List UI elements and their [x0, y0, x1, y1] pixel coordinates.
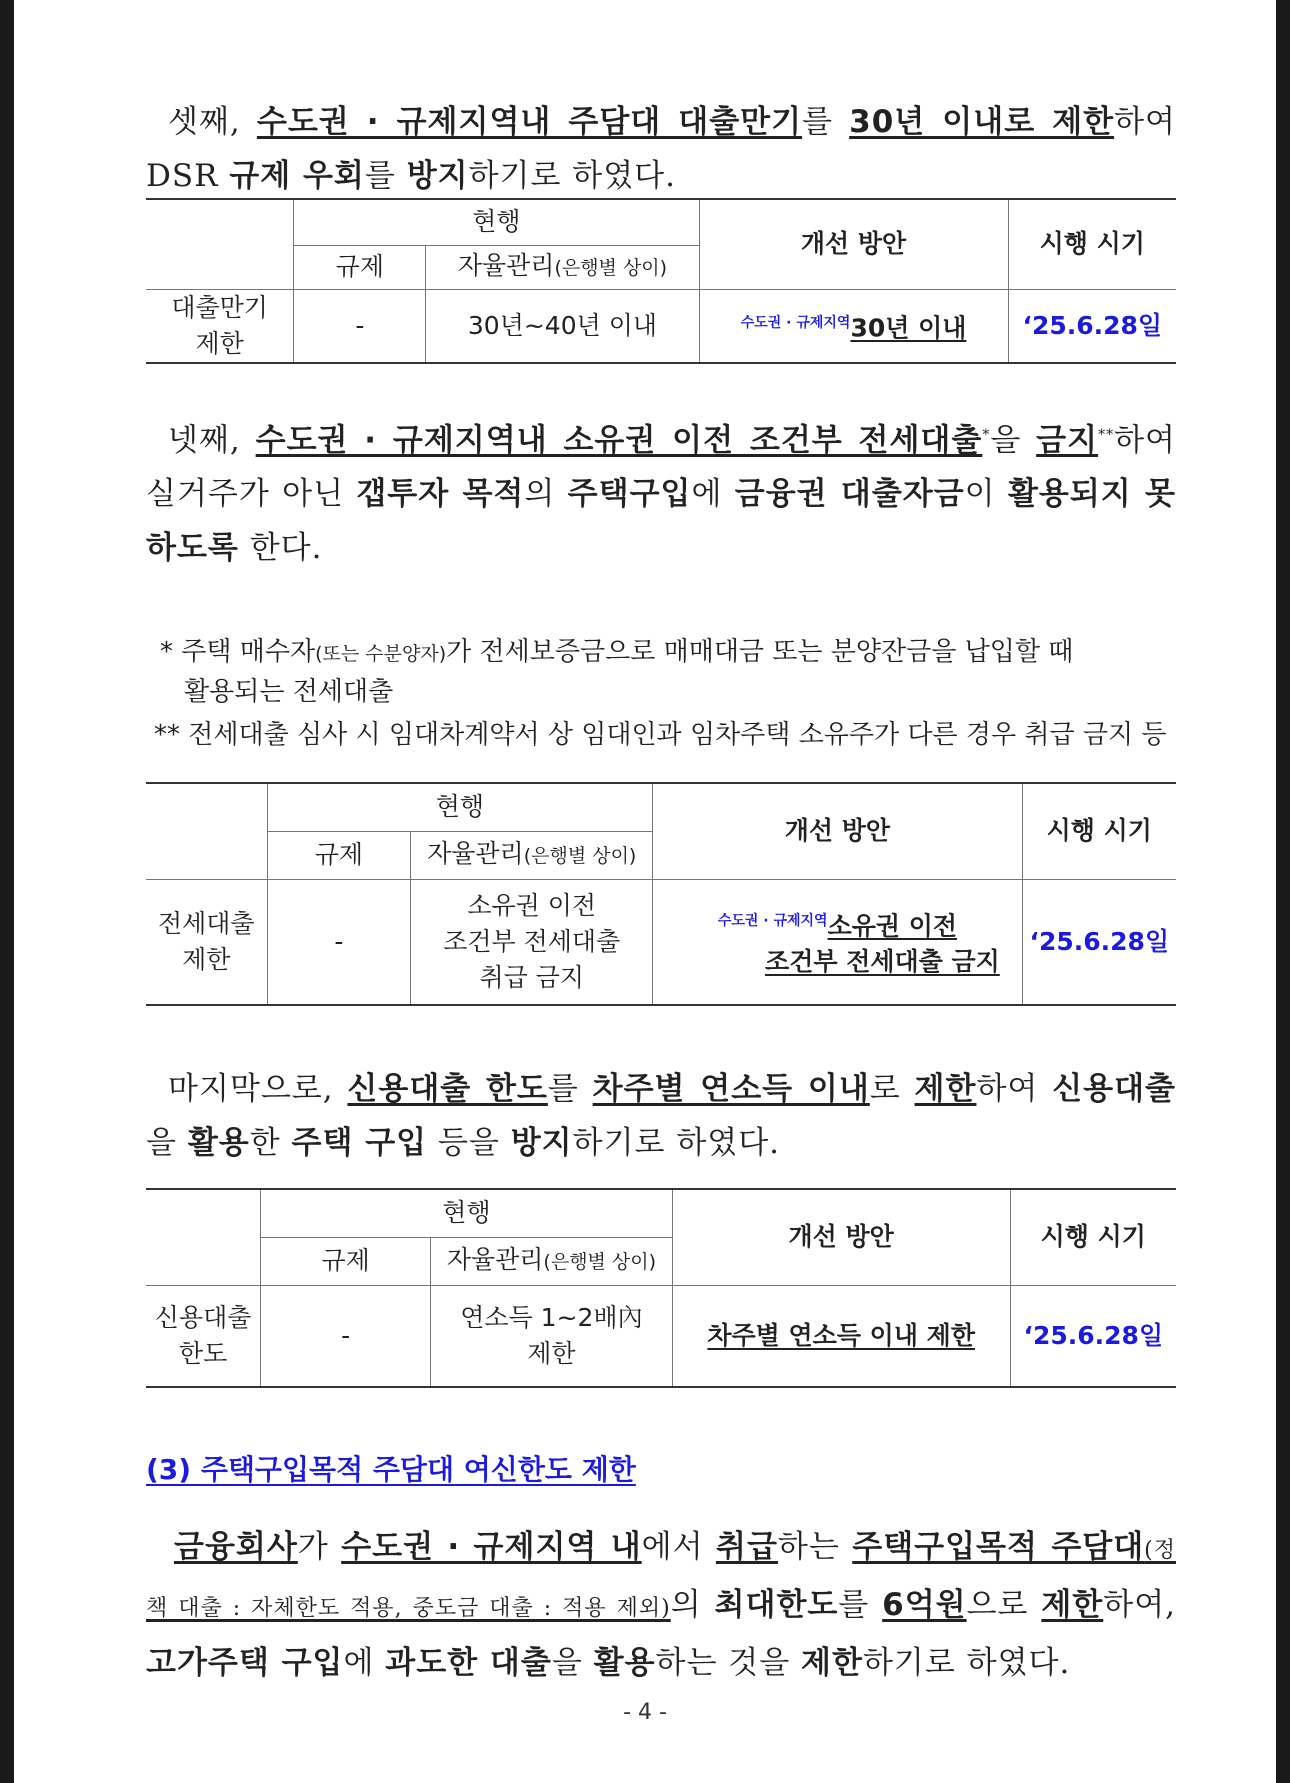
header-plan: 개선 방안 — [672, 1189, 1010, 1285]
cell-regulation: - — [261, 1285, 431, 1387]
table-credit-loan — [146, 1188, 1176, 1388]
document-page — [14, 0, 1276, 1783]
row-label: 신용대출 한도 — [146, 1285, 261, 1387]
header-self-management: 자율관리(은행별 상이) — [411, 831, 653, 879]
cell-timing: ‘25.6.28일 — [1010, 1285, 1176, 1387]
paragraph-fourth: 넷째, 수도권 · 규제지역내 소유권 이전 조건부 전세대출*을 금지**하여 실거주가 아닌 갭투자 목적의 주택구입에 금융권 대출자금이 활용되지 못하도록 한다. — [146, 422, 1176, 567]
paragraph-last: 마지막으로, 신용대출 한도를 차주별 연소득 이내로 제한하여 신용대출을 활용한 주택 구입 등을 방지하기로 하였다. — [146, 1071, 1176, 1161]
cell-timing: ‘25.6.28일 — [1008, 289, 1176, 363]
cell-self-management: 30년~40년 이내 — [426, 289, 699, 363]
cell-plan: $^{수도권 \cdot 규제지역}$30년 이내 — [699, 289, 1008, 363]
header-timing: 시행 시기 — [1022, 783, 1176, 879]
row-label: 전세대출 제한 — [146, 879, 267, 1005]
header-self-management: 자율관리(은행별 상이) — [431, 1237, 673, 1285]
header-regulation: 규제 — [294, 245, 426, 289]
paragraph-third: 셋째, 수도권 · 규제지역내 주담대 대출만기를 30년 이내로 제한하여 DSR 규제 우회를 방지하기로 하였다. — [146, 104, 1176, 194]
header-current: 현행 — [294, 199, 699, 245]
cell-regulation: - — [267, 879, 411, 1005]
table-corner — [146, 199, 294, 289]
header-timing: 시행 시기 — [1010, 1189, 1176, 1285]
cell-plan: $^{수도권 \cdot 규제지역}$소유권 이전 조건부 전세대출 금지 — [653, 879, 1022, 1005]
section-title: (3) 주택구입목적 주담대 여신한도 제한 — [146, 1453, 636, 1486]
cell-self-management: 연소득 1~2배內 제한 — [431, 1285, 673, 1387]
header-plan: 개선 방안 — [699, 199, 1008, 289]
cell-regulation: - — [294, 289, 426, 363]
cell-self-management: 소유권 이전 조건부 전세대출 취급 금지 — [411, 879, 653, 1005]
header-current: 현행 — [261, 1189, 673, 1237]
header-plan: 개선 방안 — [653, 783, 1022, 879]
header-self-management: 자율관리(은행별 상이) — [426, 245, 699, 289]
table-jeonse-loan — [146, 782, 1176, 1006]
header-regulation: 규제 — [267, 831, 411, 879]
table-corner — [146, 783, 267, 879]
cell-plan: 차주별 연소득 이내 제한 — [672, 1285, 1010, 1387]
paragraph-section3: 금융회사가 수도권 · 규제지역 내에서 취급하는 주택구입목적 주담대(정책 대출 : 자체한도 적용, 중도금 대출 : 적용 제외)의 최대한도를 6억원으로 제한하여, 고가주택 구입에 과도한 대출을 활용하는 것을 제한하기로 하였다. — [146, 1529, 1176, 1681]
cell-timing: ‘25.6.28일 — [1022, 879, 1176, 1005]
table-corner — [146, 1189, 261, 1285]
page-number: - 4 - — [623, 1700, 667, 1725]
row-label: 대출만기 제한 — [146, 289, 294, 363]
footnote-1: * 주택 매수자(또는 수분양자)가 전세보증금으로 매매대금 또는 분양잔금을 납입할 때 — [160, 637, 1074, 667]
header-timing: 시행 시기 — [1008, 199, 1176, 289]
header-regulation: 규제 — [261, 1237, 431, 1285]
header-current: 현행 — [267, 783, 653, 831]
footnote-2: ** 전세대출 심사 시 임대차계약서 상 임대인과 임차주택 소유주가 다른 경우 취급 금지 등 — [154, 720, 1167, 750]
footnote-1-continued: 활용되는 전세대출 — [184, 677, 394, 707]
table-loan-maturity — [146, 198, 1176, 364]
